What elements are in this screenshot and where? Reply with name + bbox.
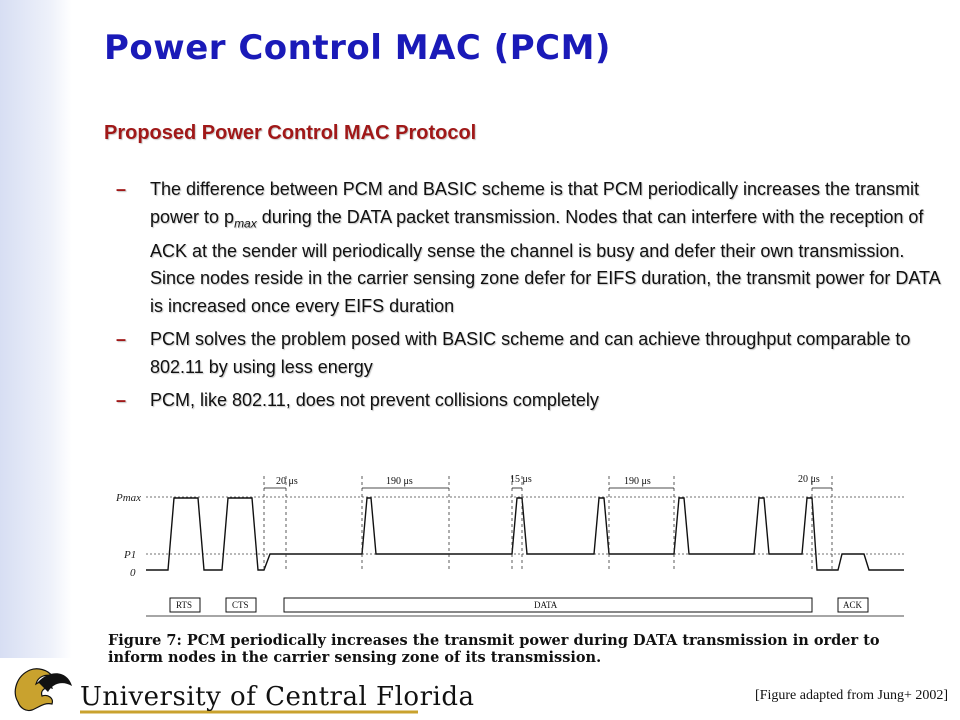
slide-title: Power Control MAC (PCM) — [104, 28, 611, 68]
frame-bar — [170, 598, 200, 612]
frame-label-ack: ACK — [843, 600, 863, 610]
figure-citation: [Figure adapted from Jung+ 2002] — [755, 688, 948, 703]
bullet-text-pre: The difference between PCM and BASIC scheme is that PCM periodically increases the transmit power to p — [150, 179, 920, 227]
bullet-item — [104, 387, 944, 415]
bullet-dash: – — [116, 179, 127, 199]
bullet-item — [104, 176, 944, 320]
frame-bar — [284, 598, 812, 612]
bullet-list — [104, 176, 944, 421]
power-waveform — [146, 498, 904, 570]
bullet-text-post: during the DATA packet transmission. Nodes that can interfere with the reception of ACK at the sender will periodically sense the channel is busy and defer their own transmission. Since nodes reside in the carrier sensing zone defer for EIFS duration, the transmit power for DATA is increased once every EIFS duration — [150, 206, 940, 316]
pmax-subscript: max — [234, 216, 257, 231]
bullet-text: PCM, like 802.11, does not prevent collisions completely — [150, 390, 599, 411]
interval-label: 20 μs — [276, 476, 298, 487]
frame-label-cts: CTS — [232, 600, 249, 610]
interval-label: 20 μs — [798, 474, 820, 485]
left-gradient-bar — [0, 0, 72, 658]
zero-label: 0 — [130, 567, 136, 579]
bullet-dash: – — [116, 390, 127, 411]
frame-label-data: DATA — [534, 600, 558, 610]
pmax-label: Pmax — [116, 492, 142, 504]
interval-label: 190 μs — [624, 476, 651, 487]
university-name: University of Central Florida — [80, 682, 475, 712]
interval-label: 190 μs — [386, 476, 413, 487]
frame-label-rts: RTS — [176, 600, 192, 610]
bullet-dash: – — [116, 329, 127, 350]
frame-bar — [226, 598, 256, 612]
slide-subtitle: Proposed Power Control MAC Protocol — [104, 122, 477, 144]
bullet-item — [104, 326, 944, 381]
interval-label: 15 μs — [510, 474, 532, 485]
interval-annotation — [264, 474, 832, 488]
bullet-text: PCM solves the problem posed with BASIC scheme and can achieve throughput comparable to 802.11 by using less energy — [150, 329, 911, 377]
p1-label: P1 — [124, 549, 137, 561]
frame-bar — [838, 598, 868, 612]
figure-caption: Figure 7: PCM periodically increases the transmit power during DATA transmission in order to inform nodes in the carrier sensing zone of its transmission. — [108, 632, 880, 666]
pcm-timing-diagram — [104, 470, 914, 620]
